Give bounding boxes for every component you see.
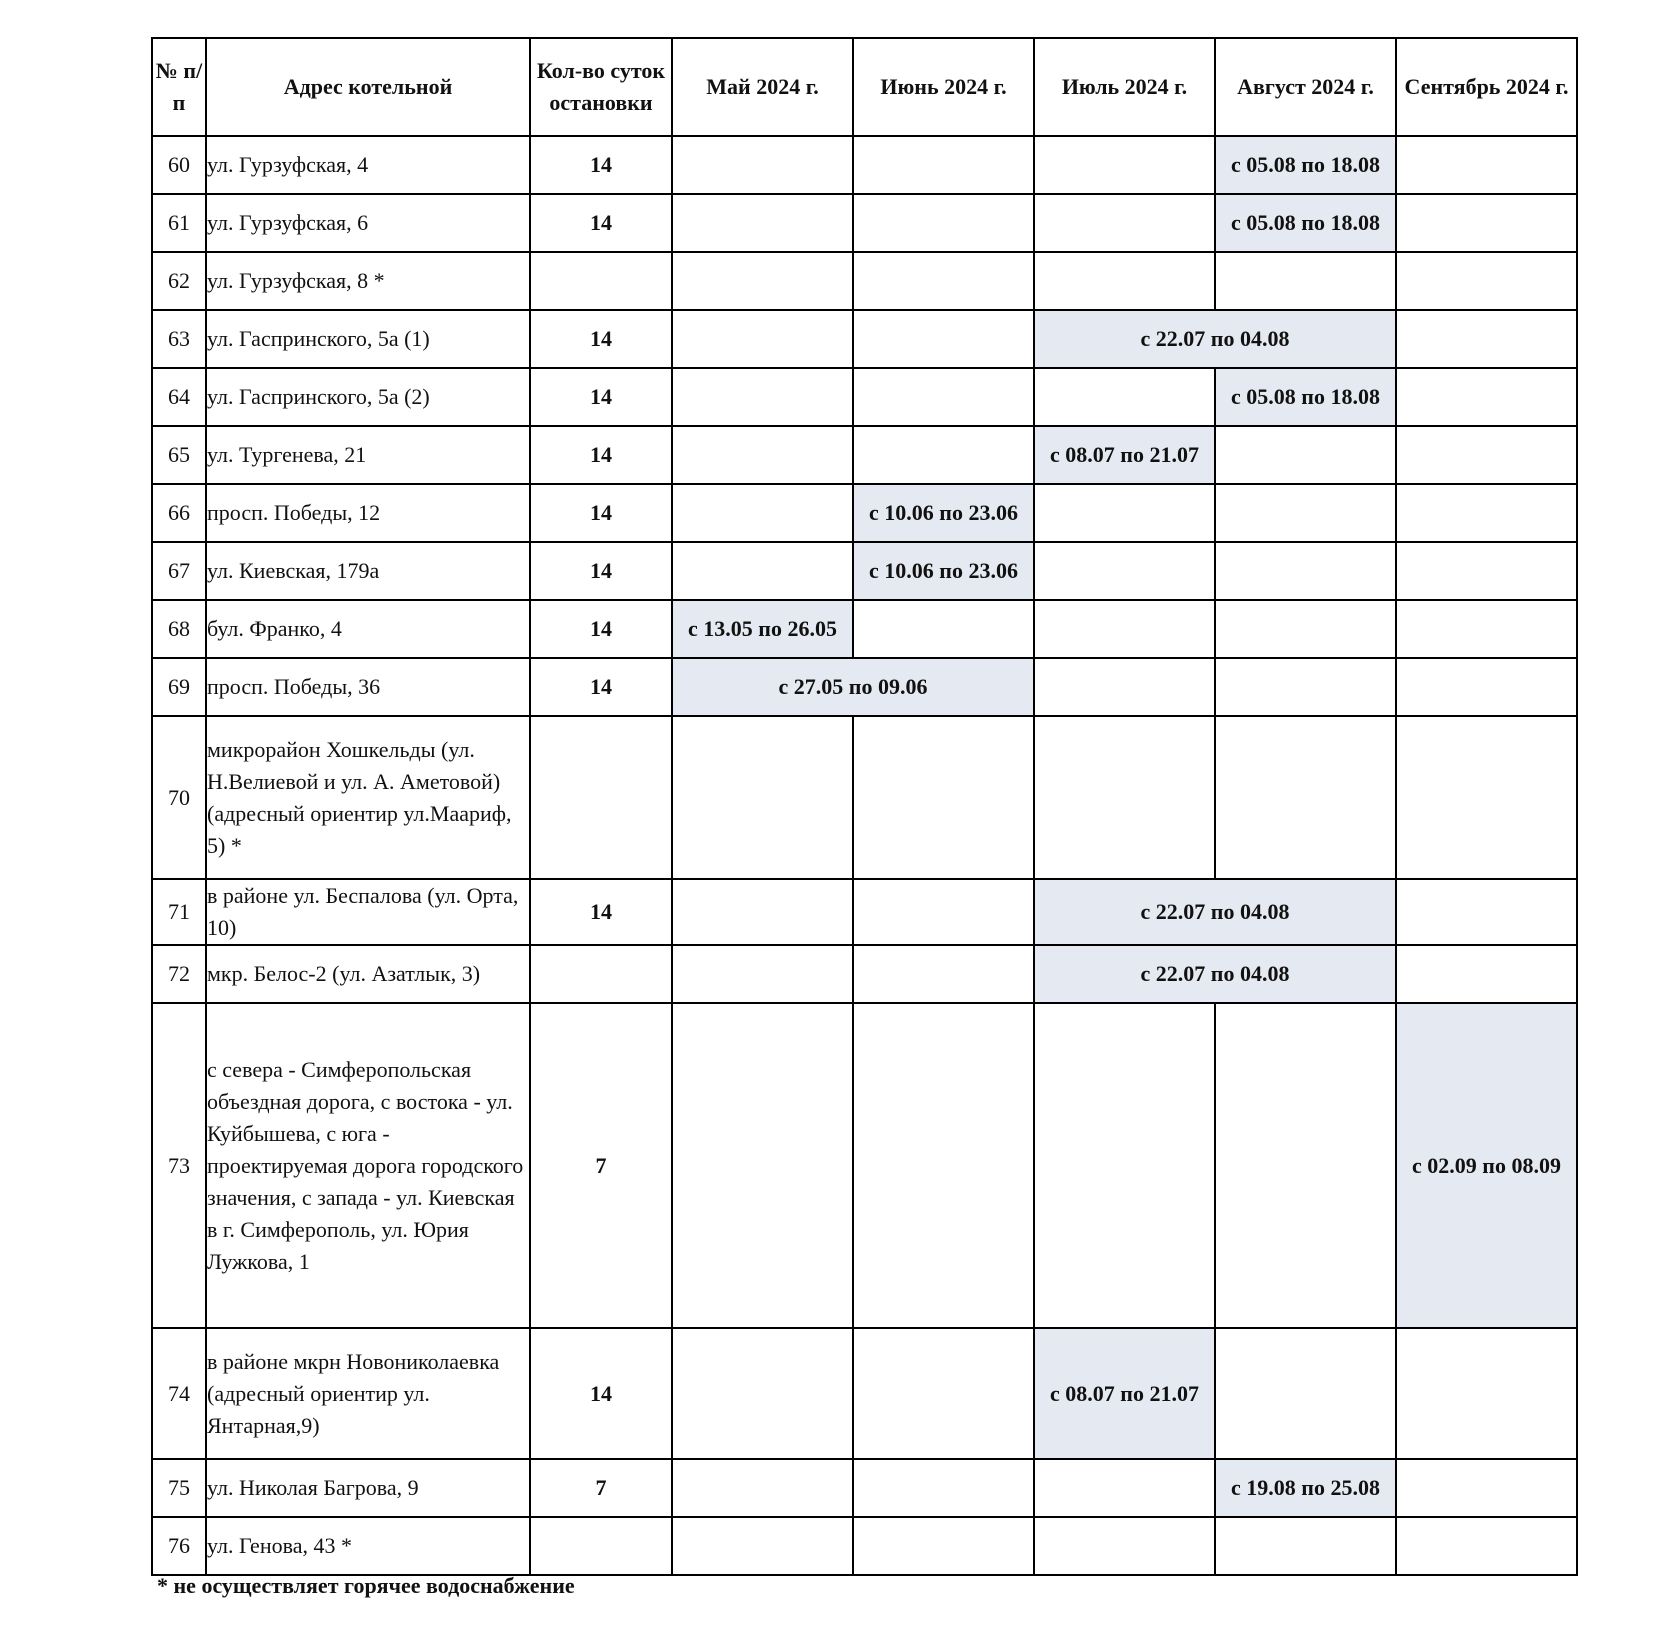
month-cell bbox=[853, 136, 1034, 194]
stop-days: 14 bbox=[530, 310, 672, 368]
month-cell bbox=[1396, 252, 1577, 310]
header-month-may: Май 2024 г. bbox=[672, 38, 853, 136]
header-month-july: Июль 2024 г. bbox=[1034, 38, 1215, 136]
stop-days: 14 bbox=[530, 426, 672, 484]
shutdown-period: с 13.05 по 26.05 bbox=[672, 600, 853, 658]
stop-days bbox=[530, 1517, 672, 1575]
table-row bbox=[152, 194, 1577, 252]
row-number: 71 bbox=[152, 879, 206, 945]
boiler-address: ул. Генова, 43 * bbox=[206, 1517, 530, 1575]
shutdown-period: с 05.08 по 18.08 bbox=[1215, 194, 1396, 252]
month-cell bbox=[1215, 252, 1396, 310]
row-number: 74 bbox=[152, 1328, 206, 1459]
shutdown-period: с 08.07 по 21.07 bbox=[1034, 426, 1215, 484]
month-cell bbox=[672, 368, 853, 426]
table-row bbox=[152, 310, 1577, 368]
shutdown-period: с 27.05 по 09.06 bbox=[672, 658, 1034, 716]
month-cell bbox=[1215, 542, 1396, 600]
row-number: 64 bbox=[152, 368, 206, 426]
month-cell bbox=[1034, 542, 1215, 600]
month-cell bbox=[1034, 252, 1215, 310]
boiler-address: просп. Победы, 12 bbox=[206, 484, 530, 542]
table-row bbox=[152, 1517, 1577, 1575]
stop-days: 14 bbox=[530, 484, 672, 542]
boiler-address: ул. Гурзуфская, 4 bbox=[206, 136, 530, 194]
row-number: 62 bbox=[152, 252, 206, 310]
row-number: 65 bbox=[152, 426, 206, 484]
stop-days: 14 bbox=[530, 368, 672, 426]
header-month-june: Июнь 2024 г. bbox=[853, 38, 1034, 136]
stop-days: 7 bbox=[530, 1459, 672, 1517]
month-cell bbox=[853, 1459, 1034, 1517]
row-number: 60 bbox=[152, 136, 206, 194]
month-cell bbox=[1034, 484, 1215, 542]
row-number: 70 bbox=[152, 716, 206, 879]
table-row bbox=[152, 252, 1577, 310]
stop-days: 14 bbox=[530, 658, 672, 716]
boiler-address: ул. Тургенева, 21 bbox=[206, 426, 530, 484]
month-cell bbox=[853, 600, 1034, 658]
header-month-august: Август 2024 г. bbox=[1215, 38, 1396, 136]
row-number: 69 bbox=[152, 658, 206, 716]
month-cell bbox=[853, 310, 1034, 368]
month-cell bbox=[672, 1459, 853, 1517]
shutdown-period: с 19.08 по 25.08 bbox=[1215, 1459, 1396, 1517]
table-row bbox=[152, 136, 1577, 194]
month-cell bbox=[853, 1003, 1034, 1328]
boiler-address: бул. Франко, 4 bbox=[206, 600, 530, 658]
month-cell bbox=[853, 426, 1034, 484]
boiler-address: в районе ул. Беспалова (ул. Орта, 10) bbox=[206, 879, 530, 945]
month-cell bbox=[1396, 1517, 1577, 1575]
row-number: 61 bbox=[152, 194, 206, 252]
month-cell bbox=[672, 1003, 853, 1328]
stop-days: 14 bbox=[530, 136, 672, 194]
stop-days bbox=[530, 716, 672, 879]
row-number: 72 bbox=[152, 945, 206, 1003]
boiler-address: с севера - Симферопольская объездная дорога, с востока - ул. Куйбышева, с юга - проектируемая дорога городского значения, с запада - ул. Киевская в г. Симферополь, ул. Юрия Лужкова, 1 bbox=[206, 1003, 530, 1328]
month-cell bbox=[1215, 484, 1396, 542]
month-cell bbox=[1034, 368, 1215, 426]
month-cell bbox=[853, 1328, 1034, 1459]
month-cell bbox=[672, 716, 853, 879]
shutdown-period: с 02.09 по 08.09 bbox=[1396, 1003, 1577, 1328]
table-body bbox=[152, 136, 1577, 1575]
row-number: 68 bbox=[152, 600, 206, 658]
header-month-september: Сентябрь 2024 г. bbox=[1396, 38, 1577, 136]
table-row bbox=[152, 426, 1577, 484]
month-cell bbox=[1034, 1517, 1215, 1575]
month-cell bbox=[1215, 1003, 1396, 1328]
month-cell bbox=[1215, 1328, 1396, 1459]
row-number: 67 bbox=[152, 542, 206, 600]
shutdown-period: с 10.06 по 23.06 bbox=[853, 542, 1034, 600]
shutdown-period: с 22.07 по 04.08 bbox=[1034, 879, 1396, 945]
month-cell bbox=[853, 945, 1034, 1003]
shutdown-period: с 10.06 по 23.06 bbox=[853, 484, 1034, 542]
month-cell bbox=[1396, 310, 1577, 368]
month-cell bbox=[1396, 136, 1577, 194]
table-row bbox=[152, 1328, 1577, 1459]
month-cell bbox=[1396, 1328, 1577, 1459]
month-cell bbox=[672, 542, 853, 600]
header-days: Кол-во суток остановки bbox=[530, 38, 672, 136]
table-row bbox=[152, 658, 1577, 716]
stop-days: 14 bbox=[530, 600, 672, 658]
month-cell bbox=[1396, 542, 1577, 600]
table-row bbox=[152, 1459, 1577, 1517]
header-row bbox=[152, 38, 1577, 136]
stop-days: 14 bbox=[530, 1328, 672, 1459]
month-cell bbox=[853, 1517, 1034, 1575]
boiler-address: ул. Гаспринского, 5а (1) bbox=[206, 310, 530, 368]
boiler-address: мкр. Белос-2 (ул. Азатлык, 3) bbox=[206, 945, 530, 1003]
month-cell bbox=[672, 879, 853, 945]
month-cell bbox=[672, 1328, 853, 1459]
row-number: 75 bbox=[152, 1459, 206, 1517]
stop-days bbox=[530, 252, 672, 310]
month-cell bbox=[672, 426, 853, 484]
month-cell bbox=[1215, 600, 1396, 658]
table-row bbox=[152, 716, 1577, 879]
shutdown-period: с 08.07 по 21.07 bbox=[1034, 1328, 1215, 1459]
month-cell bbox=[1396, 716, 1577, 879]
boiler-address: ул. Гаспринского, 5а (2) bbox=[206, 368, 530, 426]
month-cell bbox=[1396, 1459, 1577, 1517]
table-row bbox=[152, 600, 1577, 658]
row-number: 66 bbox=[152, 484, 206, 542]
month-cell bbox=[1396, 600, 1577, 658]
row-number: 63 bbox=[152, 310, 206, 368]
month-cell bbox=[672, 1517, 853, 1575]
month-cell bbox=[853, 879, 1034, 945]
month-cell bbox=[853, 252, 1034, 310]
shutdown-period: с 22.07 по 04.08 bbox=[1034, 945, 1396, 1003]
table-row bbox=[152, 879, 1577, 945]
boiler-address: ул. Николая Багрова, 9 bbox=[206, 1459, 530, 1517]
month-cell bbox=[853, 368, 1034, 426]
stop-days bbox=[530, 945, 672, 1003]
month-cell bbox=[1396, 484, 1577, 542]
table-row bbox=[152, 1003, 1577, 1328]
month-cell bbox=[1034, 136, 1215, 194]
table-row bbox=[152, 542, 1577, 600]
month-cell bbox=[1034, 658, 1215, 716]
month-cell bbox=[1215, 658, 1396, 716]
schedule-table bbox=[151, 37, 1578, 1576]
month-cell bbox=[1396, 426, 1577, 484]
month-cell bbox=[1396, 945, 1577, 1003]
boiler-address: в районе мкрн Новониколаевка (адресный ориентир ул. Янтарная,9) bbox=[206, 1328, 530, 1459]
month-cell bbox=[672, 310, 853, 368]
month-cell bbox=[853, 716, 1034, 879]
shutdown-period: с 05.08 по 18.08 bbox=[1215, 136, 1396, 194]
month-cell bbox=[1215, 1517, 1396, 1575]
boiler-address: ул. Гурзуфская, 8 * bbox=[206, 252, 530, 310]
boiler-address: ул. Киевская, 179а bbox=[206, 542, 530, 600]
month-cell bbox=[1396, 368, 1577, 426]
stop-days: 14 bbox=[530, 542, 672, 600]
header-num: № п/п bbox=[152, 38, 206, 136]
month-cell bbox=[1396, 879, 1577, 945]
month-cell bbox=[1396, 658, 1577, 716]
month-cell bbox=[1396, 194, 1577, 252]
stop-days: 14 bbox=[530, 194, 672, 252]
stop-days: 7 bbox=[530, 1003, 672, 1328]
month-cell bbox=[672, 945, 853, 1003]
month-cell bbox=[1215, 716, 1396, 879]
boiler-address: ул. Гурзуфская, 6 bbox=[206, 194, 530, 252]
row-number: 73 bbox=[152, 1003, 206, 1328]
month-cell bbox=[1034, 600, 1215, 658]
boiler-address: просп. Победы, 36 bbox=[206, 658, 530, 716]
month-cell bbox=[1034, 716, 1215, 879]
boiler-address: микрорайон Хошкельды (ул. Н.Велиевой и ул. А. Аметовой) (адресный ориентир ул.Маариф, 5) * bbox=[206, 716, 530, 879]
month-cell bbox=[1034, 1003, 1215, 1328]
stop-days: 14 bbox=[530, 879, 672, 945]
shutdown-period: с 05.08 по 18.08 bbox=[1215, 368, 1396, 426]
month-cell bbox=[1215, 426, 1396, 484]
month-cell bbox=[672, 136, 853, 194]
month-cell bbox=[672, 194, 853, 252]
shutdown-period: с 22.07 по 04.08 bbox=[1034, 310, 1396, 368]
header-address: Адрес котельной bbox=[206, 38, 530, 136]
row-number: 76 bbox=[152, 1517, 206, 1575]
month-cell bbox=[672, 484, 853, 542]
table-row bbox=[152, 368, 1577, 426]
month-cell bbox=[1034, 194, 1215, 252]
table-row bbox=[152, 945, 1577, 1003]
month-cell bbox=[1034, 1459, 1215, 1517]
month-cell bbox=[853, 194, 1034, 252]
month-cell bbox=[672, 252, 853, 310]
table-row bbox=[152, 484, 1577, 542]
footnote: * не осуществляет горячее водоснабжение bbox=[157, 1573, 575, 1598]
